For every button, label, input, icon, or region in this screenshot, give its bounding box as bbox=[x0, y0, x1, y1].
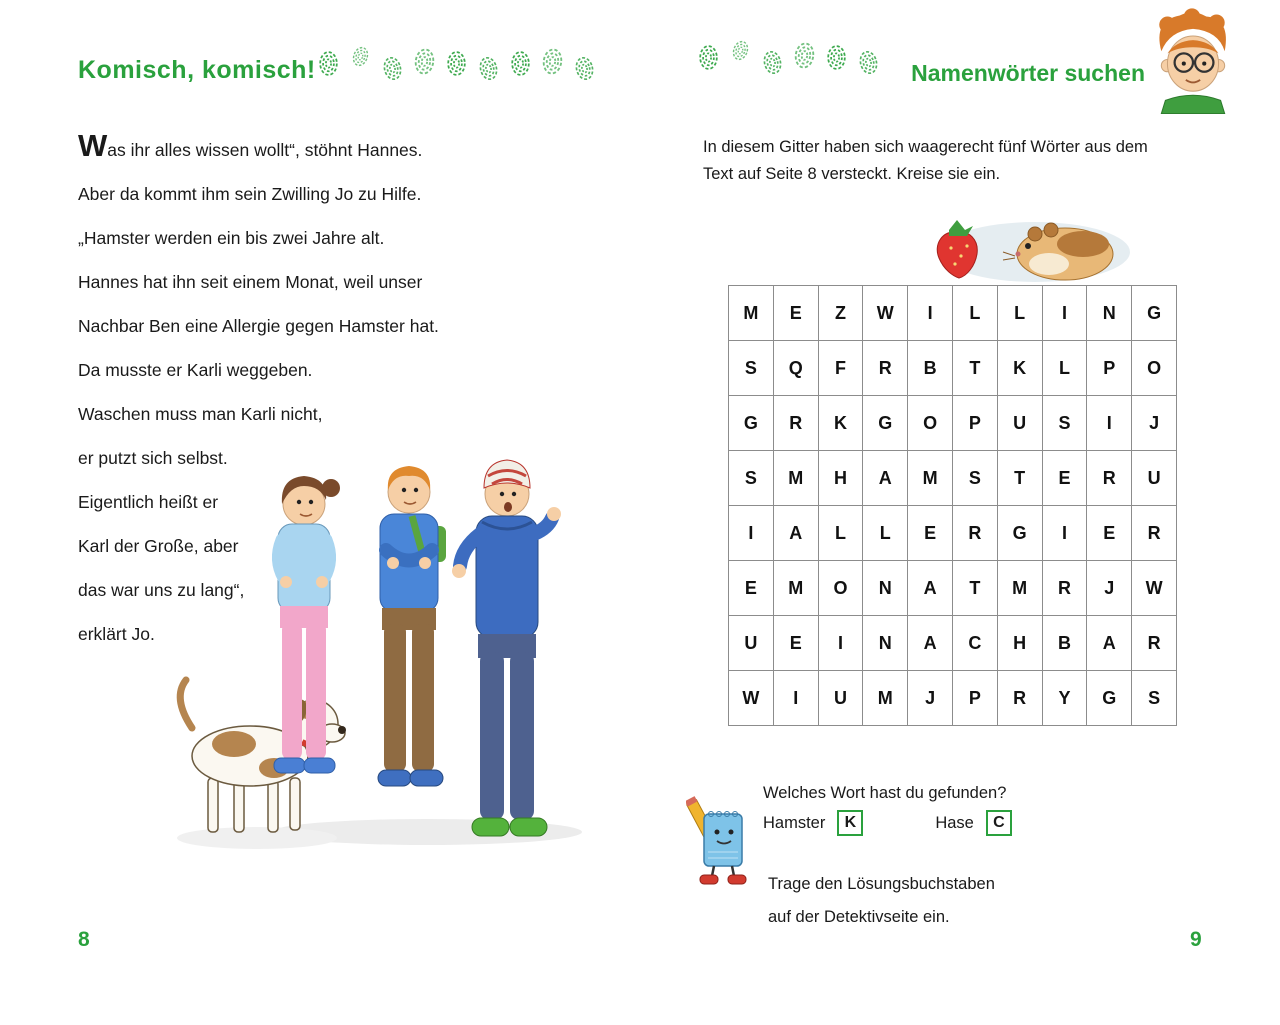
answer-box-hase: C bbox=[986, 810, 1012, 836]
grid-cell: I bbox=[729, 506, 774, 561]
grid-cell: B bbox=[1043, 616, 1088, 671]
fingerprint-icon bbox=[476, 54, 502, 84]
grid-cell: I bbox=[1087, 396, 1132, 451]
story-line: Eigentlich heißt er bbox=[78, 492, 219, 512]
grid-cell: I bbox=[908, 286, 953, 341]
grid-cell: G bbox=[1132, 286, 1177, 341]
grid-cell: I bbox=[819, 616, 864, 671]
grid-cell: E bbox=[774, 286, 819, 341]
story-line bbox=[78, 124, 498, 172]
grid-cell: A bbox=[774, 506, 819, 561]
grid-cell: E bbox=[1087, 506, 1132, 561]
fingerprint-icon bbox=[792, 40, 818, 71]
grid-cell: Y bbox=[1043, 671, 1088, 726]
footer-note bbox=[768, 868, 995, 934]
grid-cell: O bbox=[819, 561, 864, 616]
children-and-dog-illustration bbox=[162, 430, 597, 855]
grid-cell: A bbox=[1087, 616, 1132, 671]
grid-cell: J bbox=[908, 671, 953, 726]
drop-cap: W bbox=[78, 128, 108, 163]
grid-cell: K bbox=[819, 396, 864, 451]
right-page-title: Namenwörter suchen bbox=[911, 60, 1145, 86]
fingerprint-icon bbox=[510, 50, 531, 77]
grid-cell: W bbox=[863, 286, 908, 341]
grid-cell: A bbox=[863, 451, 908, 506]
answer-label-hamster: Hamster bbox=[763, 813, 826, 832]
grid-cell: L bbox=[1043, 341, 1088, 396]
fingerprint-icon bbox=[412, 46, 438, 77]
fingerprint-icon bbox=[540, 46, 566, 77]
story-line: Da musste er Karli weggeben. bbox=[78, 360, 313, 380]
grid-cell: E bbox=[729, 561, 774, 616]
fingerprint-icon bbox=[826, 44, 847, 71]
boy-head-illustration bbox=[1147, 6, 1239, 114]
intro-line-2: Text auf Seite 8 versteckt. Kreise sie ein. bbox=[703, 165, 1001, 183]
grid-cell: I bbox=[1043, 506, 1088, 561]
grid-cell: U bbox=[819, 671, 864, 726]
grid-cell: R bbox=[953, 506, 998, 561]
grid-cell: S bbox=[1043, 396, 1088, 451]
grid-cell: U bbox=[729, 616, 774, 671]
grid-cell: L bbox=[953, 286, 998, 341]
grid-cell: G bbox=[1087, 671, 1132, 726]
grid-cell: J bbox=[1087, 561, 1132, 616]
page-number-right: 9 bbox=[1190, 928, 1202, 951]
grid-cell: R bbox=[1132, 616, 1177, 671]
fingerprint-icon bbox=[349, 43, 372, 69]
grid-cell: W bbox=[729, 671, 774, 726]
grid-cell: E bbox=[1043, 451, 1088, 506]
grid-cell: M bbox=[908, 451, 953, 506]
grid-cell: S bbox=[1132, 671, 1177, 726]
story-line: Hannes hat ihn seit einem Monat, weil unser bbox=[78, 272, 423, 292]
fingerprint-icon bbox=[380, 54, 406, 84]
grid-cell: M bbox=[774, 561, 819, 616]
footer-line-2: auf der Detektivseite ein. bbox=[768, 908, 950, 926]
question-text: Welches Wort hast du gefunden? bbox=[763, 784, 1007, 802]
grid-cell: F bbox=[819, 341, 864, 396]
grid-cell: W bbox=[1132, 561, 1177, 616]
grid-cell: O bbox=[1132, 341, 1177, 396]
grid-cell: R bbox=[1132, 506, 1177, 561]
grid-cell: L bbox=[998, 286, 1043, 341]
grid-cell: G bbox=[729, 396, 774, 451]
grid-cell: S bbox=[729, 341, 774, 396]
story-line: erklärt Jo. bbox=[78, 624, 155, 644]
grid-cell: A bbox=[908, 561, 953, 616]
fingerprint-icon bbox=[760, 48, 786, 78]
grid-cell: C bbox=[953, 616, 998, 671]
fingerprint-icon bbox=[729, 37, 752, 63]
grid-cell: T bbox=[953, 341, 998, 396]
grid-cell: G bbox=[863, 396, 908, 451]
grid-cell: S bbox=[729, 451, 774, 506]
grid-cell: L bbox=[863, 506, 908, 561]
grid-cell: R bbox=[774, 396, 819, 451]
notebook-character-illustration bbox=[686, 792, 758, 890]
story-line: Karl der Große, aber bbox=[78, 536, 239, 556]
story-line: „Hamster werden ein bis zwei Jahre alt. bbox=[78, 228, 385, 248]
grid-cell: N bbox=[863, 616, 908, 671]
grid-cell: E bbox=[908, 506, 953, 561]
fingerprint-decoration-right bbox=[698, 44, 879, 71]
grid-cell: R bbox=[863, 341, 908, 396]
grid-cell: O bbox=[908, 396, 953, 451]
grid-cell: N bbox=[1087, 286, 1132, 341]
grid-cell: M bbox=[998, 561, 1043, 616]
grid-cell: H bbox=[819, 451, 864, 506]
grid-cell: S bbox=[953, 451, 998, 506]
footer-line-1: Trage den Lösungsbuchstaben bbox=[768, 875, 995, 893]
story-line: das war uns zu lang“, bbox=[78, 580, 245, 600]
grid-instructions bbox=[703, 134, 1183, 188]
strawberry-hamster-illustration bbox=[915, 206, 1135, 286]
story-line: Waschen muss man Karli nicht, bbox=[78, 404, 323, 424]
grid-cell: Q bbox=[774, 341, 819, 396]
answer-row bbox=[763, 810, 1012, 836]
story-line: Nachbar Ben eine Allergie gegen Hamster hat. bbox=[78, 316, 439, 336]
grid-cell: L bbox=[819, 506, 864, 561]
grid-cell: R bbox=[1043, 561, 1088, 616]
grid-cell: K bbox=[998, 341, 1043, 396]
intro-line-1: In diesem Gitter haben sich waagerecht fünf Wörter aus dem bbox=[703, 138, 1148, 156]
grid-cell: P bbox=[953, 396, 998, 451]
grid-cell: U bbox=[1132, 451, 1177, 506]
grid-cell: U bbox=[998, 396, 1043, 451]
grid-cell: M bbox=[729, 286, 774, 341]
fingerprint-icon bbox=[446, 50, 467, 77]
grid-cell: N bbox=[863, 561, 908, 616]
answer-box-hamster: K bbox=[837, 810, 863, 836]
answer-label-hase: Hase bbox=[935, 813, 974, 832]
fingerprint-icon bbox=[698, 44, 719, 71]
grid-cell: A bbox=[908, 616, 953, 671]
story-line: er putzt sich selbst. bbox=[78, 448, 228, 468]
grid-cell: T bbox=[953, 561, 998, 616]
grid-cell: T bbox=[998, 451, 1043, 506]
fingerprint-icon bbox=[318, 50, 339, 77]
grid-cell: J bbox=[1132, 396, 1177, 451]
page-number-left: 8 bbox=[78, 928, 90, 951]
story-line-text: as ihr alles wissen wollt“, stöhnt Hannes. bbox=[107, 140, 423, 160]
fingerprint-icon bbox=[572, 54, 598, 84]
word-grid bbox=[728, 285, 1177, 726]
story-line: Aber da kommt ihm sein Zwilling Jo zu Hilfe. bbox=[78, 184, 422, 204]
fingerprint-icon bbox=[856, 48, 882, 78]
grid-cell: P bbox=[1087, 341, 1132, 396]
grid-cell: M bbox=[863, 671, 908, 726]
grid-cell: B bbox=[908, 341, 953, 396]
left-page-title: Komisch, komisch! bbox=[78, 56, 316, 84]
grid-cell: E bbox=[774, 616, 819, 671]
grid-cell: P bbox=[953, 671, 998, 726]
grid-cell: R bbox=[998, 671, 1043, 726]
grid-cell: H bbox=[998, 616, 1043, 671]
fingerprint-decoration-left bbox=[318, 50, 595, 77]
grid-cell: I bbox=[1043, 286, 1088, 341]
grid-cell: Z bbox=[819, 286, 864, 341]
grid-cell: I bbox=[774, 671, 819, 726]
grid-cell: R bbox=[1087, 451, 1132, 506]
grid-cell: G bbox=[998, 506, 1043, 561]
grid-cell: M bbox=[774, 451, 819, 506]
